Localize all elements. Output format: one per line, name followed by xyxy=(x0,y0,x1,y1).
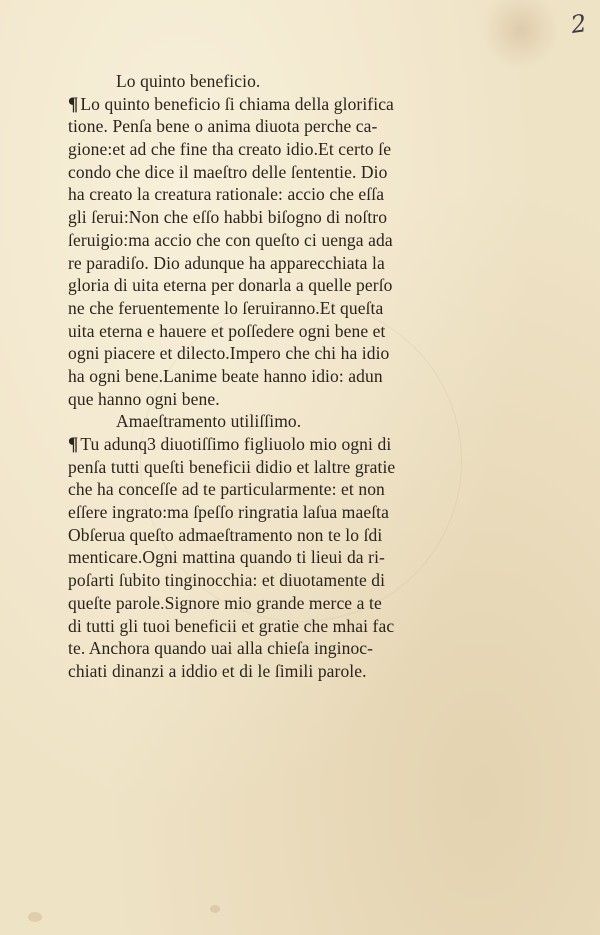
text-line: gione:et ad che fine tha creato idio.Et certo ſe xyxy=(68,139,392,160)
section-heading: Lo quinto beneficio. xyxy=(116,71,261,91)
text-line: tione. Penſa bene o anima diuota perche ca- xyxy=(68,116,378,137)
text-line: che ha conceſſe ad te particularmente: et non xyxy=(68,479,385,500)
line-text: Lo quinto beneficio ſi chiama della glorifica xyxy=(80,93,394,114)
text-line xyxy=(68,93,476,116)
text-line: ſeruigio:ma accio che con queſto ci uenga ada xyxy=(68,229,393,250)
text-line xyxy=(68,433,476,456)
text-line: re paradiſo. Dio adunque ha apparecchiata la xyxy=(68,252,385,273)
pilcrow-icon: ¶ xyxy=(68,93,79,115)
text-line: penſa tutti queſti beneficii didio et laltre gratie xyxy=(68,456,396,477)
text-line: poſarti ſubito tinginocchia: et diuotamente di xyxy=(68,570,386,591)
text-line: te. Anchora quando uai alla chieſa inginoc- xyxy=(68,638,374,659)
text-line: chiati dinanzi a iddio et di le ſimili parole. xyxy=(68,660,367,681)
text-line: uita eterna e hauere et poſſedere ogni bene et xyxy=(68,320,386,341)
text-line: eſſere ingrato:ma ſpeſſo ringratia laſua maeſta xyxy=(68,502,390,523)
text-line: Obſerua queſto admaeſtramento non te lo ſdi xyxy=(68,524,383,545)
text-line: ha creato la creatura rationale: accio che eſſa xyxy=(68,184,385,205)
stain xyxy=(210,905,220,913)
text-line: gloria di uita eterna per donarla a quelle perſo xyxy=(68,275,393,296)
text-line: di tutti gli tuoi beneficii et gratie che mhai fac xyxy=(68,615,395,636)
line-text: Tu adunq3 diuotiſſimo figliuolo mio ogni di xyxy=(80,434,392,454)
folio-mark: 2 xyxy=(568,9,588,39)
text-line: ogni piacere et dilecto.Impero che chi ha idio xyxy=(68,343,390,364)
text-line: ne che feruentemente lo ſeruiranno.Et queſta xyxy=(68,297,384,318)
text-line: gli ſerui:Non che eſſo habbi biſogno di noſtro xyxy=(68,207,388,228)
stain xyxy=(28,912,42,922)
text-line: ha ogni bene.Lanime beate hanno idio: adun xyxy=(68,365,383,386)
section-heading: Amaeſtramento utiliſſimo. xyxy=(116,411,302,432)
text-line: condo che dice il maeſtro delle ſententie. Dio xyxy=(68,161,388,182)
text-block xyxy=(68,70,476,683)
text-line: queſte parole.Signore mio grande merce a te xyxy=(68,592,382,613)
text-line: menticare.Ogni mattina quando ti lieui da ri- xyxy=(68,547,385,568)
text-line: que hanno ogni bene. xyxy=(68,388,220,409)
pilcrow-icon: ¶ xyxy=(68,434,79,455)
